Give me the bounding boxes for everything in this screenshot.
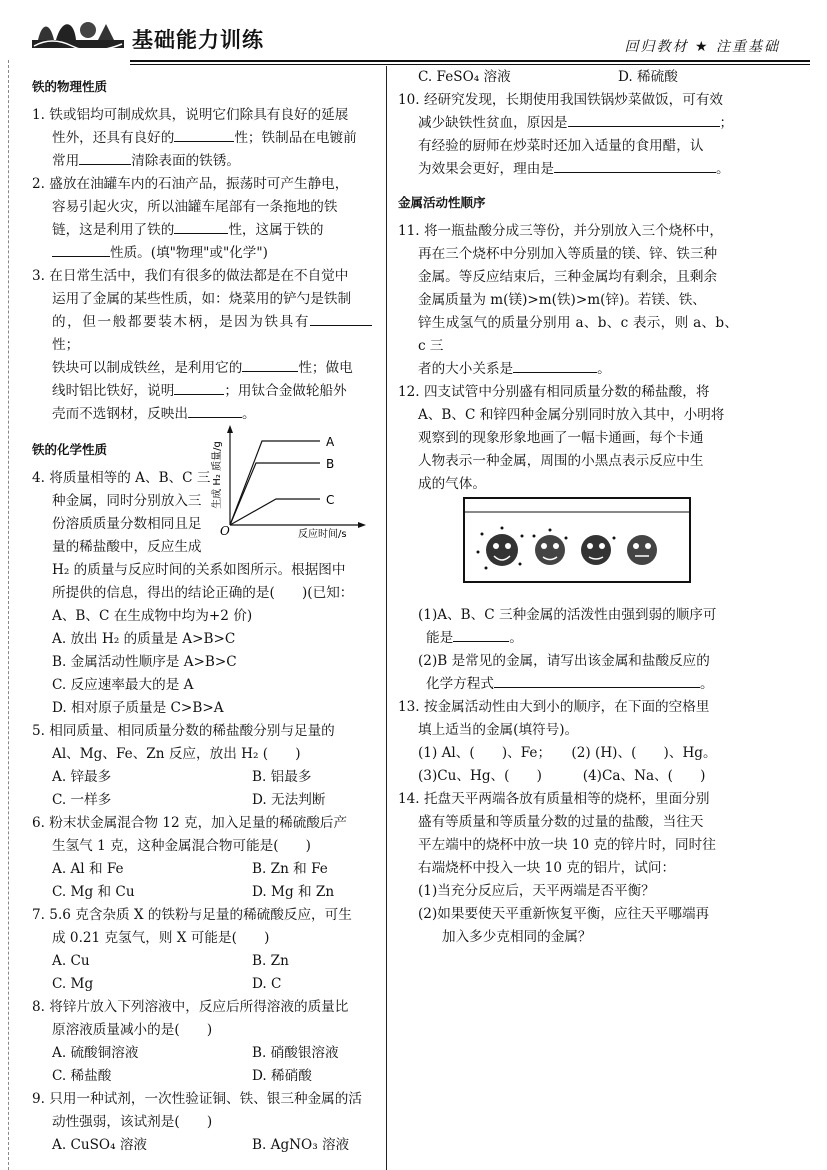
option[interactable]: D. 相对原子质量是 C>B>A <box>52 700 224 716</box>
answer-blank[interactable] <box>188 403 242 418</box>
left-column <box>32 66 372 1157</box>
option[interactable]: A. 硫酸铜溶液 <box>52 1045 139 1061</box>
option[interactable]: D. 稀硝酸 <box>252 1068 312 1084</box>
header-rule-thin <box>130 64 810 65</box>
metal-a-character-icon <box>477 527 524 570</box>
section-heading: 金属活动性顺序 <box>398 195 486 210</box>
column-divider <box>386 66 387 1170</box>
option[interactable]: A. 锌最多 <box>52 769 112 785</box>
option[interactable]: D. Mg 和 Zn <box>252 884 335 900</box>
question-3: 3. 在日常生活中，我们有很多的做法都是在不自觉中 运用了金属的某些性质，如：烧菜用的铲勺是铁制 的，但一般都要装木柄，是因为铁具有性； 铁块可以制成铁丝，是利用它的 性；做电 线时铝比铁好，说明 ；用钛合金做轮船外 壳而不选钢材，反映出 。 <box>32 265 372 426</box>
option[interactable]: D. 无法判断 <box>252 792 326 808</box>
option[interactable]: B. 硝酸银溶液 <box>252 1045 339 1061</box>
answer-blank[interactable] <box>174 127 234 142</box>
line-c <box>230 499 320 525</box>
question-11: 11. 将一瓶盐酸分成三等份，并分别放入三个烧杯中， 再在三个烧杯中分别加入等质量的镁、锌、铁三种 金属。等反应结束后，三种金属均有剩余，且剩余 金属质量为 m(镁)>m(铁)>m(锌)。若镁、铁、 锌生成氢气的质量分别用 a、b、c 表示，则 a、b、c 三 者的大小关系是 。 <box>398 223 738 377</box>
option[interactable]: D. C <box>252 976 282 992</box>
h2-time-graph <box>190 425 370 540</box>
option[interactable]: B. Zn 和 Fe <box>252 861 328 877</box>
question-5: 5. 相同质量、相同质量分数的稀盐酸分别与足量的 Al、Mg、Fe、Zn 反应，放出 H₂ ( ) A. 锌最多 B. 铝最多 C. 一样多 D. 无法判断 <box>32 720 372 812</box>
question-6: 6. 粉末状金属混合物 12 克，加入足量的稀硫酸后产 生氢气 1 克，这种金属混合物可能是( ) A. Al 和 Fe B. Zn 和 Fe C. Mg 和 Cu D. Mg 和 Zn <box>32 812 372 904</box>
y-axis-arrow-icon <box>227 425 233 433</box>
option[interactable]: C. Mg 和 Cu <box>52 884 135 900</box>
option[interactable]: A. Al 和 Fe <box>52 861 124 877</box>
option[interactable]: C. 稀盐酸 <box>52 1068 112 1084</box>
option[interactable]: C. 反应速率最大的是 A <box>52 677 194 693</box>
x-axis-label: 反应时间/s <box>298 529 347 540</box>
option[interactable]: A. 放出 H₂ 的质量是 A>B>C <box>52 631 236 647</box>
option[interactable]: C. Mg <box>52 976 94 992</box>
option[interactable]: B. Zn <box>252 953 289 969</box>
option[interactable]: B. 铝最多 <box>252 769 312 785</box>
answer-blank[interactable] <box>79 150 131 165</box>
decorative-logo-icon <box>32 16 124 54</box>
question-4: 4. 将质量相等的 A、B、C 三 种金属，同时分别放入三 份溶质质量分数相同且足 量的稀盐酸中，反应生成 H₂ 的质量与反应时间的关系如图所示。根据图中 所提供的信息，得出的结论正确的是( )(已知： A、B、C 在生成物中均为+2 价) A. 放出 H₂ 的质量是 A>B>C B. 金属活动性顺序是 A>B>C C. 反应速率最大的是 A D. 相对原子质量是 C>B>A <box>32 467 372 720</box>
answer-blank[interactable] <box>310 311 372 326</box>
metal-b-character-icon <box>581 535 616 565</box>
option[interactable]: A. CuSO₄ 溶液 <box>52 1137 148 1153</box>
option[interactable]: B. 金属活动性顺序是 A>B>C <box>52 654 237 670</box>
line-b-label: B <box>326 457 335 471</box>
section-heading: 铁的物理性质 <box>32 79 108 94</box>
answer-blank[interactable] <box>174 219 228 234</box>
option[interactable]: B. AgNO₃ 溶液 <box>252 1137 350 1153</box>
origin-label: O <box>220 524 230 538</box>
answer-blank[interactable] <box>494 673 700 688</box>
section-heading: 铁的化学性质 <box>32 442 108 457</box>
question-13: 13. 按金属活动性由大到小的顺序，在下面的空格里 填上适当的金属(填符号)。 (1) Al、( )、Fe； (2) (H)、( )、Hg。 (3)Cu、Hg、( ) (4)Ca、Na、( ) <box>398 699 717 784</box>
answer-blank[interactable] <box>513 358 597 373</box>
header-motto: 回归教材 ★ 注重基础 <box>624 39 780 55</box>
option[interactable]: C. FeSO₄ 溶液 <box>418 69 511 85</box>
question-2: 2. 盛放在油罐车内的石油产品，振荡时可产生静电， 容易引起火灾，所以油罐车尾部有一条拖地的铁 链，这是利用了铁的 性，这属于铁的 性质。(填"物理"或"化学") <box>32 176 349 261</box>
page-title: 基础能力训练 <box>132 28 264 52</box>
question-1: 1. 铁或铝均可制成炊具，说明它们除具有良好的延展 性外，还具有良好的 性；铁制品在电镀前 常用 清除表面的铁锈。 <box>32 107 357 169</box>
question-7: 7. 5.6 克含杂质 X 的铁粉与足量的稀硫酸反应，可生 成 0.21 克氢气，则 X 可能是( ) A. Cu B. Zn C. Mg D. C <box>32 904 372 996</box>
answer-blank[interactable] <box>242 357 298 372</box>
line-c-label: C <box>326 493 335 507</box>
binding-edge <box>8 60 9 1170</box>
line-a <box>230 441 320 525</box>
metal-cartoon <box>462 494 692 584</box>
y-axis-label: 生成 H₂ 质量/g <box>212 441 223 509</box>
x-axis-arrow-icon <box>358 522 366 528</box>
answer-blank[interactable] <box>52 242 110 257</box>
question-14: 14. 托盘天平两端各放有质量相等的烧杯，里面分别 盛有等质量和等质量分数的过量的盐酸，当往天 平左端中的烧杯中放一块 10 克的锌片时，同时往 右端烧杯中投入一块 10 克的铝片，试问： (1)当充分反应后，天平两端是否平衡？ (2)如果要使天平重新恢复平衡，应往天平哪端再 加入多少克相同的金属？ <box>398 791 716 945</box>
answer-blank[interactable] <box>174 380 224 395</box>
question-10: 10. 经研究发现，长期使用我国铁锅炒菜做饭，可有效 减少缺铁性贫血，原因是 ； 有经验的厨师在炒菜时还加入适量的食用醋，认 为效果会更好，理由是 。 <box>398 92 734 177</box>
answer-blank[interactable] <box>554 158 716 173</box>
question-8: 8. 将锌片放入下列溶液中，反应后所得溶液的质量比 原溶液质量减小的是( ) A. 硫酸铜溶液 B. 硝酸银溶液 C. 稀盐酸 D. 稀硝酸 <box>32 996 372 1088</box>
metal-zn-character-icon <box>533 529 568 566</box>
page-header <box>20 10 810 60</box>
answer-blank[interactable] <box>453 627 509 642</box>
option[interactable]: D. 稀硫酸 <box>618 69 678 85</box>
line-b <box>230 463 320 525</box>
header-rule <box>130 60 810 62</box>
line-a-label: A <box>326 435 335 449</box>
question-9-continued <box>398 66 738 89</box>
option[interactable]: C. 一样多 <box>52 792 112 808</box>
question-9: 9. 只用一种试剂，一次性验证铜、铁、银三种金属的活 动性强弱，该试剂是( ) A. CuSO₄ 溶液 B. AgNO₃ 溶液 <box>32 1088 372 1157</box>
answer-blank[interactable] <box>568 112 720 127</box>
question-12: 12. 四支试管中分别盛有相同质量分数的稀盐酸，将 A、B、C 和锌四种金属分别同时放入其中，小明将 观察到的现象形象地画了一幅卡通画，每个卡通 人物表示一种金属，周围的小黑点表示反应中生 成的气体。 (1)A、B、C 三种金属的活泼性由强到弱的顺序可 能是 。 (2)B 是常见的金属，请写出该金属和盐酸反应的 化学方程式 。 <box>398 381 738 696</box>
metal-c-character-icon <box>627 535 657 565</box>
option[interactable]: A. Cu <box>52 953 90 969</box>
